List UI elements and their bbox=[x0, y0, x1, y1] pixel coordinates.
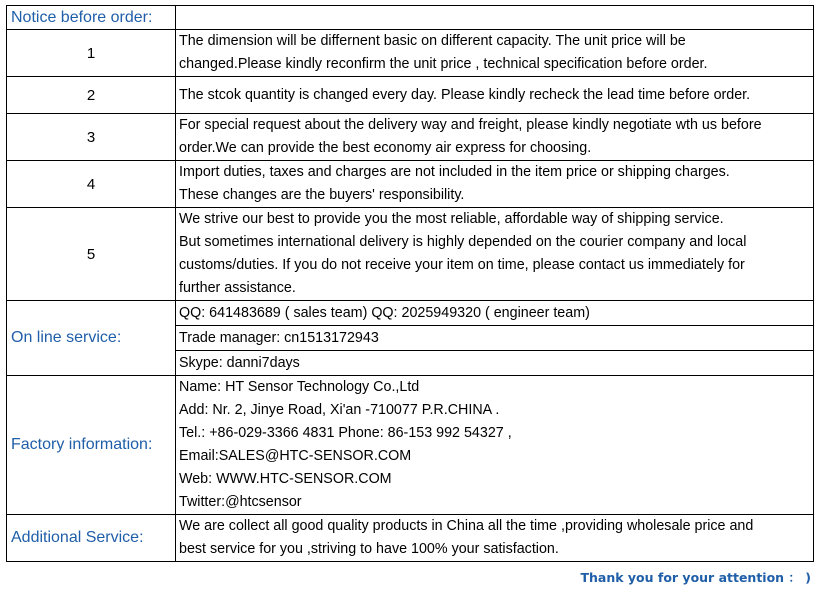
online-service-trade-manager: Trade manager: cn1513172943 bbox=[176, 326, 814, 351]
notice-number-1: 1 bbox=[7, 30, 176, 77]
online-service-label: On line service: bbox=[7, 301, 176, 376]
notice-text-3 bbox=[176, 114, 814, 161]
online-service-qq: QQ: 641483689 ( sales team) QQ: 2025949320 ( engineer team) bbox=[176, 301, 814, 326]
notice-row-3 bbox=[7, 114, 814, 161]
notice-header-empty-cell bbox=[176, 6, 814, 30]
notice-row-5 bbox=[7, 208, 814, 301]
notice-table bbox=[6, 5, 814, 562]
notice-text-1-line-2: changed.Please kindly reconfirm the unit price , technical specification before order. bbox=[179, 56, 708, 72]
factory-phone: Tel.: +86-029-3366 4831 Phone: 86-153 992 54327 , bbox=[179, 425, 512, 441]
notice-text-1-line-1: The dimension will be differnent basic on different capacity. The unit price will be bbox=[179, 33, 686, 49]
additional-service-line-2: best service for you ,striving to have 100% your satisfaction. bbox=[179, 541, 559, 557]
factory-email: Email:SALES@HTC-SENSOR.COM bbox=[179, 448, 412, 464]
online-service-row-qq bbox=[7, 301, 814, 326]
additional-service-line-1: We are collect all good quality products in China all the time ,providing wholesale price and bbox=[179, 518, 754, 534]
notice-text-4-line-1: Import duties, taxes and charges are not included in the item price or shipping charges. bbox=[179, 164, 730, 180]
factory-row bbox=[7, 376, 814, 515]
notice-text-1 bbox=[176, 30, 814, 77]
notice-row-1 bbox=[7, 30, 814, 77]
additional-service-row bbox=[7, 515, 814, 562]
notice-number-4: 4 bbox=[7, 161, 176, 208]
notice-text-3-line-2: order.We can provide the best economy air express for choosing. bbox=[179, 140, 592, 156]
factory-label: Factory information: bbox=[7, 376, 176, 515]
notice-text-4-line-2: These changes are the buyers' responsibility. bbox=[179, 187, 465, 203]
notice-text-5-line-3: customs/duties. If you do not receive your item on time, please contact us immediately for bbox=[179, 257, 745, 273]
notice-number-5: 5 bbox=[7, 208, 176, 301]
additional-service-text bbox=[176, 515, 814, 562]
notice-text-2 bbox=[176, 77, 814, 114]
online-service-skype: Skype: danni7days bbox=[176, 351, 814, 376]
notice-label: Notice before order: bbox=[7, 6, 176, 30]
factory-name: Name: HT Sensor Technology Co.,Ltd bbox=[179, 379, 420, 395]
factory-address: Add: Nr. 2, Jinye Road, Xi'an -710077 P.R.CHINA . bbox=[179, 402, 500, 418]
notice-number-3: 3 bbox=[7, 114, 176, 161]
thank-you-note: Thank you for your attention ： ) bbox=[580, 570, 811, 585]
notice-text-5 bbox=[176, 208, 814, 301]
additional-service-label: Additional Service: bbox=[7, 515, 176, 562]
notice-number-2: 2 bbox=[7, 77, 176, 114]
notice-row-2 bbox=[7, 77, 814, 114]
notice-text-5-line-2: But sometimes international delivery is highly depended on the courier company and local bbox=[179, 234, 747, 250]
notice-text-5-line-4: further assistance. bbox=[179, 280, 296, 296]
notice-header-row bbox=[7, 6, 814, 30]
factory-twitter: Twitter:@htcsensor bbox=[179, 494, 302, 510]
notice-text-4 bbox=[176, 161, 814, 208]
notice-text-5-line-1: We strive our best to provide you the most reliable, affordable way of shipping service. bbox=[179, 211, 724, 227]
notice-row-4 bbox=[7, 161, 814, 208]
notice-text-2-line-1: The stcok quantity is changed every day. Please kindly recheck the lead time before order. bbox=[179, 86, 751, 103]
factory-web: Web: WWW.HTC-SENSOR.COM bbox=[179, 471, 392, 487]
notice-text-3-line-1: For special request about the delivery way and freight, please kindly negotiate wth us before bbox=[179, 117, 762, 133]
factory-info bbox=[176, 376, 814, 515]
